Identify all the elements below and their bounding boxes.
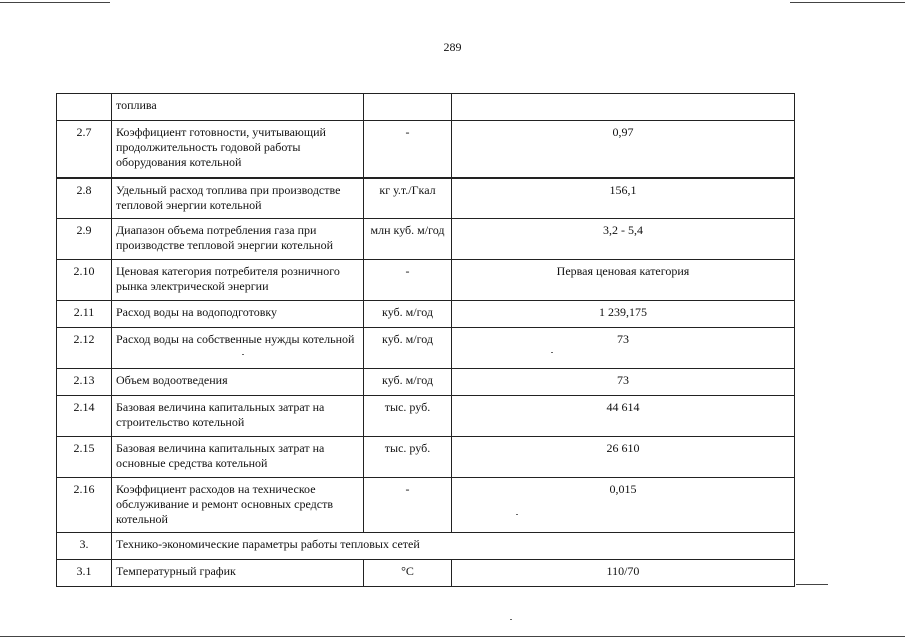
unit-of-measure: °C bbox=[364, 560, 452, 587]
row-number: 2.11 bbox=[57, 301, 112, 328]
parameter-value: 44 614 bbox=[452, 396, 795, 437]
unit-of-measure: кг у.т./Гкал bbox=[364, 178, 452, 219]
parameter-name: Базовая величина капитальных затрат на строительство котельной bbox=[112, 396, 364, 437]
table-row bbox=[57, 178, 795, 219]
unit-of-measure: - bbox=[364, 121, 452, 178]
unit-of-measure: куб. м/год bbox=[364, 301, 452, 328]
table-row bbox=[57, 219, 795, 260]
table-row bbox=[57, 369, 795, 396]
row-number: 2.16 bbox=[57, 478, 112, 533]
unit-of-measure bbox=[364, 94, 452, 121]
parameter-value: 0,97 bbox=[452, 121, 795, 178]
parameter-name: топлива bbox=[112, 94, 364, 121]
scan-speck bbox=[516, 514, 518, 515]
table-row bbox=[57, 560, 795, 587]
parameters-table bbox=[56, 93, 795, 587]
page-number: 289 bbox=[443, 40, 462, 54]
parameter-value: 73 bbox=[452, 369, 795, 396]
scan-edge-line bbox=[0, 636, 905, 637]
table-row bbox=[57, 301, 795, 328]
table-row bbox=[57, 94, 795, 121]
section-header-row bbox=[57, 533, 795, 560]
table-row bbox=[57, 396, 795, 437]
parameter-value: 110/70 bbox=[452, 560, 795, 587]
parameter-name: Диапазон объема потребления газа при производстве тепловой энергии котельной bbox=[112, 219, 364, 260]
row-number: 2.10 bbox=[57, 260, 112, 301]
row-number: 2.12 bbox=[57, 328, 112, 369]
table-row bbox=[57, 328, 795, 369]
parameter-name: Температурный график bbox=[112, 560, 364, 587]
parameter-name: Расход воды на водоподготовку bbox=[112, 301, 364, 328]
scan-speck bbox=[551, 352, 553, 353]
parameter-value: 3,2 - 5,4 bbox=[452, 219, 795, 260]
parameter-value: 0,015 bbox=[452, 478, 795, 533]
parameter-value: 156,1 bbox=[452, 178, 795, 219]
parameter-name: Базовая величина капитальных затрат на основные средства котельной bbox=[112, 437, 364, 478]
parameter-name: Ценовая категория потребителя розничного рынка электрической энергии bbox=[112, 260, 364, 301]
scan-edge-line bbox=[790, 2, 905, 3]
parameter-value: 26 610 bbox=[452, 437, 795, 478]
row-number: 2.7 bbox=[57, 121, 112, 178]
row-number: 2.15 bbox=[57, 437, 112, 478]
parameter-value: 73 bbox=[452, 328, 795, 369]
row-number: 2.9 bbox=[57, 219, 112, 260]
scan-speck bbox=[242, 354, 244, 355]
parameter-name: Объем водоотведения bbox=[112, 369, 364, 396]
scan-edge-line bbox=[796, 584, 828, 585]
section-title: Технико-экономические параметры работы тепловых сетей bbox=[112, 533, 795, 560]
unit-of-measure: - bbox=[364, 478, 452, 533]
unit-of-measure: куб. м/год bbox=[364, 369, 452, 396]
parameter-value: 1 239,175 bbox=[452, 301, 795, 328]
unit-of-measure: куб. м/год bbox=[364, 328, 452, 369]
section-number: 3. bbox=[57, 533, 112, 560]
unit-of-measure: млн куб. м/год bbox=[364, 219, 452, 260]
unit-of-measure: - bbox=[364, 260, 452, 301]
row-number: 2.8 bbox=[57, 178, 112, 219]
unit-of-measure: тыс. руб. bbox=[364, 437, 452, 478]
table-row bbox=[57, 437, 795, 478]
table-row bbox=[57, 121, 795, 178]
table-row bbox=[57, 478, 795, 533]
row-number: 2.14 bbox=[57, 396, 112, 437]
parameter-name: Коэффициент готовности, учитывающий продолжительность годовой работы оборудования котельной bbox=[112, 121, 364, 178]
table-row bbox=[57, 260, 795, 301]
parameter-value: Первая ценовая категория bbox=[452, 260, 795, 301]
parameter-name: Расход воды на собственные нужды котельной bbox=[112, 328, 364, 369]
scan-speck bbox=[510, 619, 512, 620]
parameter-value bbox=[452, 94, 795, 121]
row-number: 2.13 bbox=[57, 369, 112, 396]
parameter-name: Удельный расход топлива при производстве тепловой энергии котельной bbox=[112, 178, 364, 219]
unit-of-measure: тыс. руб. bbox=[364, 396, 452, 437]
scan-edge-line bbox=[0, 2, 110, 3]
parameter-name: Коэффициент расходов на техническое обслуживание и ремонт основных средств котельной bbox=[112, 478, 364, 533]
row-number bbox=[57, 94, 112, 121]
row-number: 3.1 bbox=[57, 560, 112, 587]
